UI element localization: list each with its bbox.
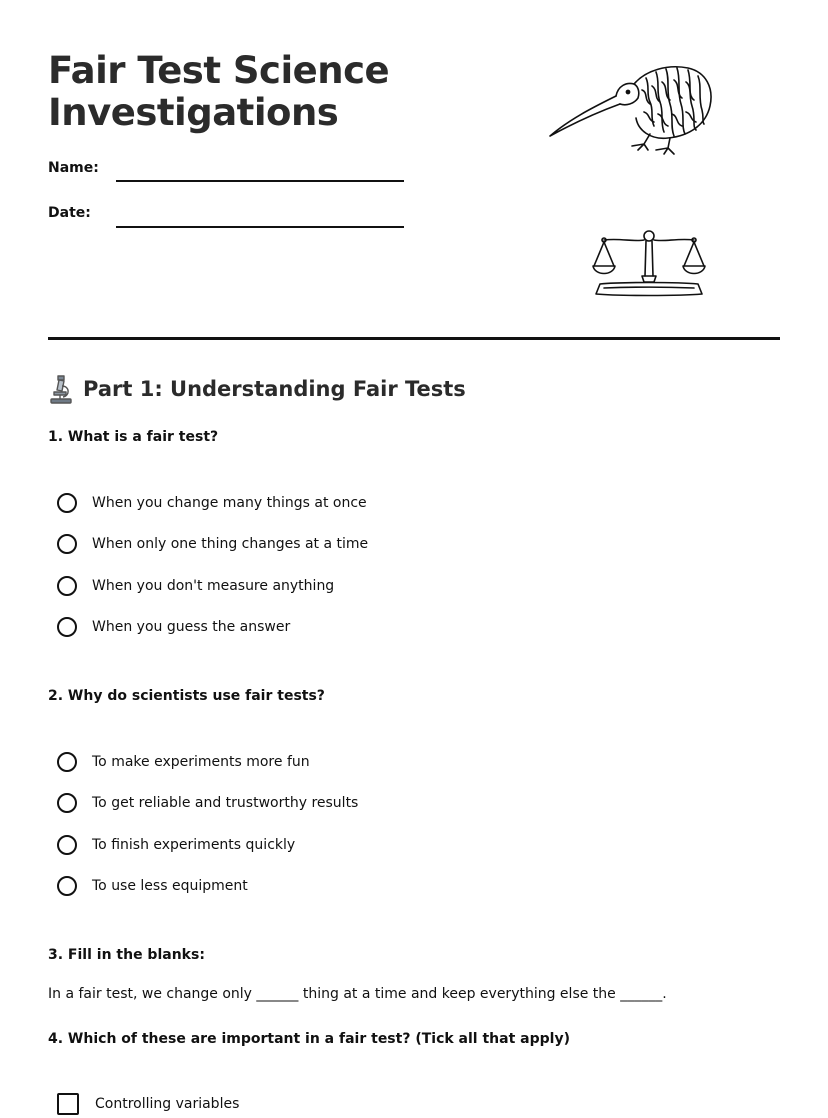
question-1-option-2[interactable] bbox=[57, 531, 368, 557]
option-label: When only one thing changes at a time bbox=[92, 536, 369, 552]
question-2-option-2[interactable] bbox=[57, 790, 358, 816]
part1-title: Part 1: Understanding Fair Tests bbox=[83, 377, 466, 401]
kiwi-bird-icon bbox=[546, 56, 714, 156]
part1-heading bbox=[48, 372, 466, 406]
worksheet-title: Fair Test Science Investigations bbox=[48, 49, 390, 134]
radio-button[interactable] bbox=[57, 534, 77, 554]
question-2-option-1[interactable] bbox=[57, 749, 310, 775]
question-2-option-3[interactable] bbox=[57, 832, 295, 858]
question-3-prompt: 3. Fill in the blanks: bbox=[48, 947, 205, 963]
option-label: When you don't measure anything bbox=[92, 578, 335, 594]
question-2-option-4[interactable] bbox=[57, 873, 248, 899]
radio-button[interactable] bbox=[57, 793, 77, 813]
checkbox[interactable] bbox=[57, 1093, 79, 1115]
option-label: To make experiments more fun bbox=[92, 754, 310, 770]
name-field[interactable] bbox=[116, 180, 404, 182]
option-label: To finish experiments quickly bbox=[92, 837, 296, 853]
question-1-prompt: 1. What is a fair test? bbox=[48, 429, 219, 445]
section-divider bbox=[48, 337, 780, 340]
option-label: Controlling variables bbox=[95, 1096, 240, 1112]
radio-button[interactable] bbox=[57, 876, 77, 896]
question-4-prompt: 4. Which of these are important in a fair test? (Tick all that apply) bbox=[48, 1031, 570, 1047]
option-label: To get reliable and trustworthy results bbox=[92, 795, 359, 811]
name-label: Name: bbox=[48, 160, 99, 176]
radio-button[interactable] bbox=[57, 493, 77, 513]
question-4-option-1[interactable] bbox=[57, 1091, 239, 1117]
date-label: Date: bbox=[48, 205, 91, 221]
option-label: To use less equipment bbox=[92, 878, 248, 894]
question-1-option-4[interactable] bbox=[57, 614, 290, 640]
balance-scale-icon bbox=[590, 226, 708, 300]
date-field[interactable] bbox=[116, 226, 404, 228]
radio-button[interactable] bbox=[57, 576, 77, 596]
option-label: When you guess the answer bbox=[92, 619, 291, 635]
radio-button[interactable] bbox=[57, 617, 77, 637]
question-1-option-3[interactable] bbox=[57, 573, 334, 599]
question-1-option-1[interactable] bbox=[57, 490, 367, 516]
fill-in-sentence[interactable]: In a fair test, we change only ______ thing at a time and keep everything else the ______. bbox=[48, 986, 667, 1002]
radio-button[interactable] bbox=[57, 835, 77, 855]
radio-button[interactable] bbox=[57, 752, 77, 772]
question-2-prompt: 2. Why do scientists use fair tests? bbox=[48, 688, 325, 704]
microscope-icon bbox=[48, 374, 74, 404]
option-label: When you change many things at once bbox=[92, 495, 367, 511]
